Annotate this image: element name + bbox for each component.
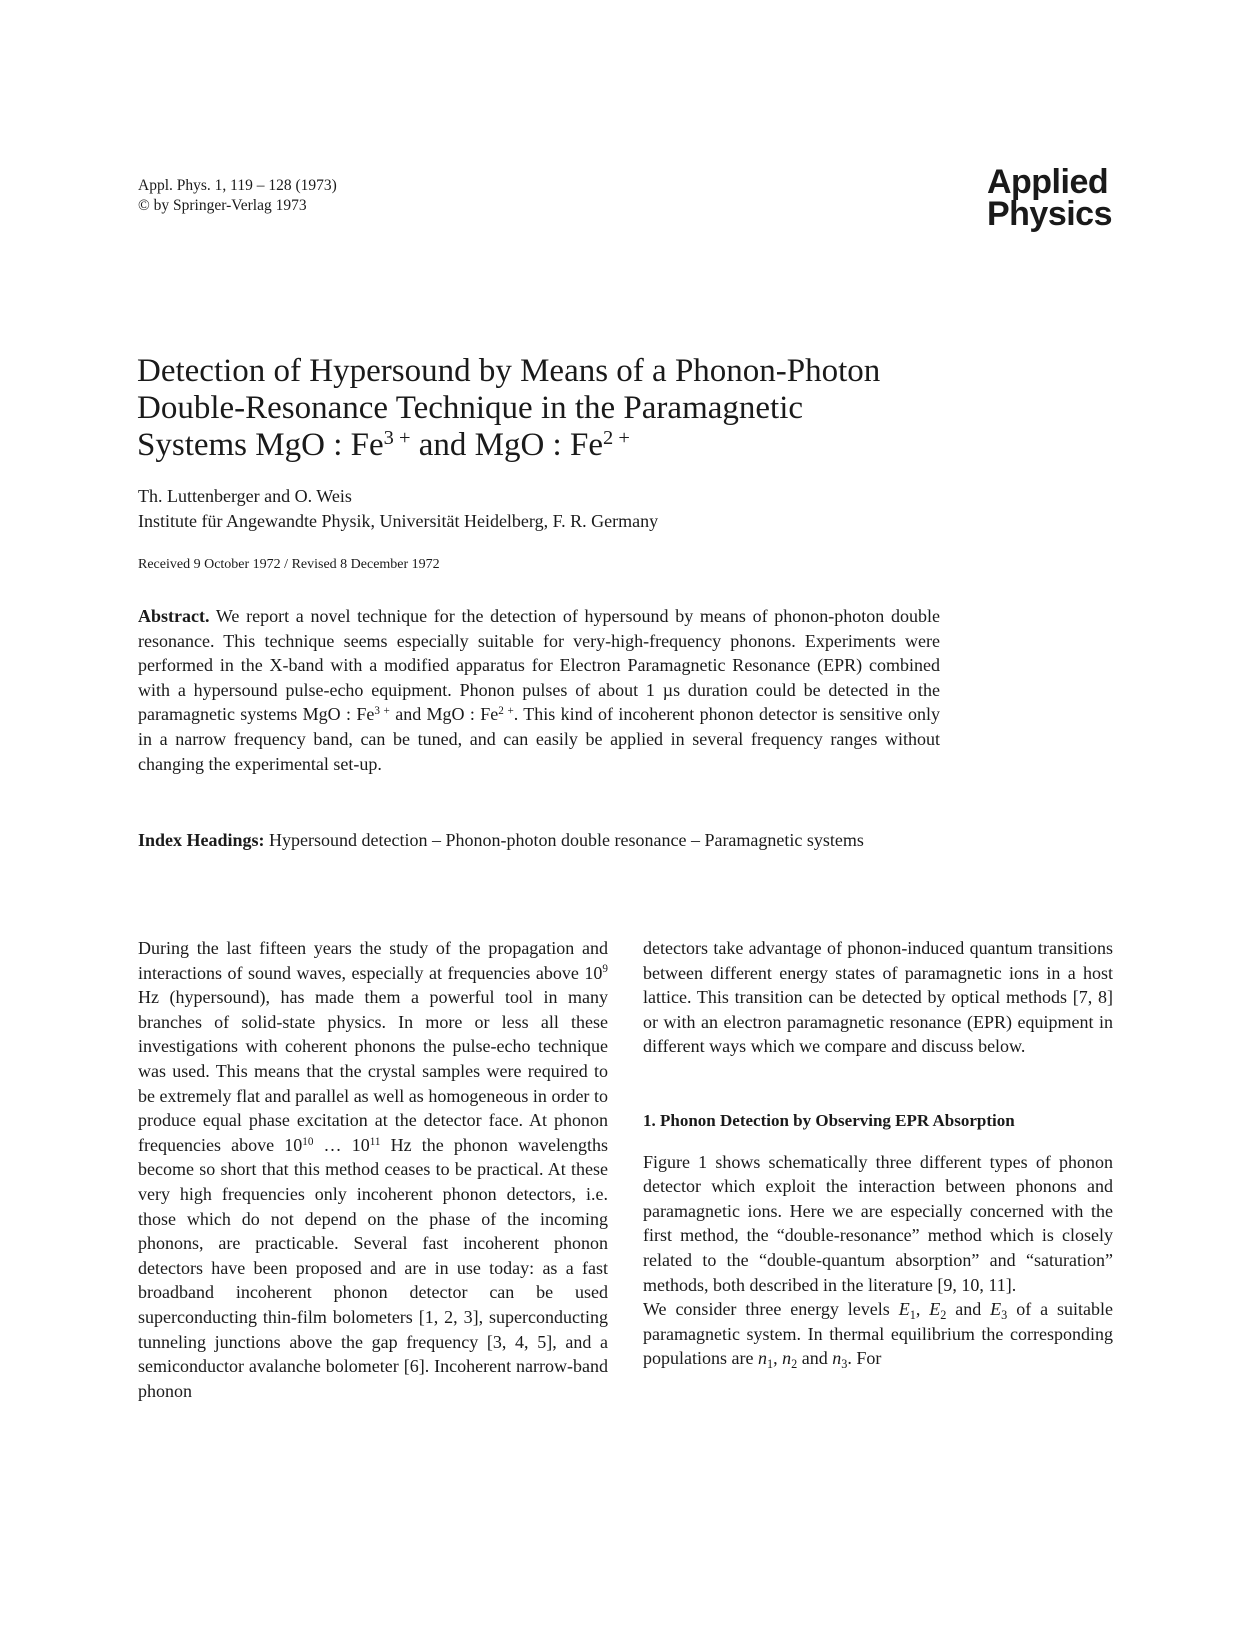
title-line-2: Double-Resonance Technique in the Paramagnetic xyxy=(137,390,804,426)
index-headings xyxy=(138,828,940,853)
authors: Th. Luttenberger and O. Weis xyxy=(138,486,352,506)
superscript: 9 xyxy=(602,963,608,976)
superscript: 10 xyxy=(302,1135,314,1148)
body-text: … 10 xyxy=(313,1134,370,1155)
body-text: During the last fifteen years the study of the propagation and interactions of sound waves, especially at frequencies above 10 xyxy=(138,938,608,983)
body-text: , xyxy=(773,1348,783,1369)
body-text: Hz the phonon wavelengths become so short that this method ceases to be practical. At these very high frequencies only incoherent phonon detectors, i.e. those which do not depend on the phase of the incoming phonons, are practicable. Several fast incoherent phonon detectors have been proposed and are in use today: as a fast broadband incoherent phonon detector can be used superconducting thin-film bolometers [1, 2, 3], superconducting tunneling junctions above the gap frequency [3, 4, 5], and a semiconductor avalanche bolometer [6]. Incoherent narrow-band phonon xyxy=(138,1134,609,1401)
subscript: 2 xyxy=(940,1307,947,1322)
math-symbol: E xyxy=(898,1299,910,1320)
body-text: , xyxy=(915,1299,930,1320)
superscript: 3 + xyxy=(374,705,390,718)
index-headings-text: Hypersound detection – Phonon-photon double resonance – Paramagnetic systems xyxy=(264,830,864,850)
math-symbol: E xyxy=(990,1299,1002,1320)
body-text: Hz (hypersound), has made them a powerful tool in many branches of solid-state physics. In more or less all these investigations with coherent phonons the pulse-echo technique was used. This means that the crystal samples were required to be extremely flat and parallel as well as homogeneous in order to produce equal phase excitation at the detector face. At phonon frequencies above 10 xyxy=(138,987,608,1155)
subscript: 2 xyxy=(791,1356,798,1371)
article-title xyxy=(137,353,957,464)
title-text: Systems MgO : Fe xyxy=(137,427,384,463)
title-superscript: 2 + xyxy=(602,426,630,449)
title-line-3 xyxy=(137,427,957,464)
abstract xyxy=(138,604,940,776)
title-text: and MgO : Fe xyxy=(410,427,603,463)
received-dates: Received 9 October 1972 / Revised 8 December 1972 xyxy=(138,557,440,572)
citation-volume-line: Appl. Phys. 1, 119 – 128 (1973) xyxy=(138,177,337,194)
math-symbol: E xyxy=(929,1299,941,1320)
body-paragraph: Figure 1 shows schematically three different types of phonon detector which exploit the interaction between phonons and paramagnetic ions. Here we are especially concerned with the first method, the “double-resonance” method which is closely related to the “double-quantum absorption” and “saturation” methods, both described in the literature [9, 10, 11]. xyxy=(643,1151,1113,1295)
journal-logo-line1: Applied xyxy=(986,163,1109,201)
math-symbol: n xyxy=(782,1348,792,1369)
index-headings-label: Index Headings: xyxy=(138,830,265,850)
author-block xyxy=(138,484,658,534)
body-paragraph xyxy=(138,936,608,1403)
copyright-line: © by Springer-Verlag 1973 xyxy=(138,197,307,214)
body-column-right xyxy=(643,936,1113,1371)
abstract-label: Abstract. xyxy=(138,606,210,626)
body-paragraph xyxy=(643,1297,1113,1371)
body-text: and xyxy=(946,1299,991,1320)
body-text: of a suitable paramagnetic system. In thermal equilibrium the corresponding populations are xyxy=(643,1299,1113,1369)
subscript: 3 xyxy=(1001,1307,1008,1322)
subscript: 1 xyxy=(909,1307,916,1322)
body-column-left xyxy=(138,936,608,1403)
body-text: . For xyxy=(847,1348,882,1369)
superscript: 11 xyxy=(369,1135,381,1148)
subscript: 3 xyxy=(841,1356,848,1371)
math-symbol: n xyxy=(832,1348,842,1369)
subscript: 1 xyxy=(766,1356,774,1371)
abstract-text: and MgO : Fe xyxy=(389,704,499,725)
journal-logo xyxy=(986,163,1112,233)
superscript: 2 + xyxy=(498,705,514,718)
journal-citation xyxy=(138,176,337,216)
body-text: We consider three energy levels xyxy=(643,1299,899,1320)
abstract-text: . This kind of incoherent phonon detector is sensitive only in a narrow frequency band, can be tuned, and can easily be applied in several frequency ranges without changing the experimental set-up. xyxy=(138,704,940,774)
section-heading: 1. Phonon Detection by Observing EPR Absorption xyxy=(643,1110,1015,1130)
body-paragraph: detectors take advantage of phonon-induced quantum transitions between different energy states of paramagnetic ions in a host lattice. This transition can be detected by optical methods [7, 8] or with an electron paramagnetic resonance (EPR) equipment in different ways which we compare and discuss below. xyxy=(643,938,1113,1057)
math-symbol: n xyxy=(757,1348,767,1369)
title-superscript: 3 + xyxy=(383,426,411,449)
journal-logo-line2: Physics xyxy=(986,195,1112,233)
affiliation: Institute für Angewandte Physik, Universität Heidelberg, F. R. Germany xyxy=(138,511,659,531)
title-line-1: Detection of Hypersound by Means of a Phonon-Photon xyxy=(137,353,881,389)
body-text: and xyxy=(797,1348,833,1369)
abstract-text: We report a novel technique for the detection of hypersound by means of phonon-photon double resonance. This technique seems especially suitable for very-high-frequency phonons. Experiments were performed in the X-band with a modified apparatus for Electron Paramagnetic Resonance (EPR) combined with a hypersound pulse-echo equipment. Phonon pulses of about 1 µs duration could be detected in the paramagnetic systems MgO : Fe xyxy=(138,606,940,725)
